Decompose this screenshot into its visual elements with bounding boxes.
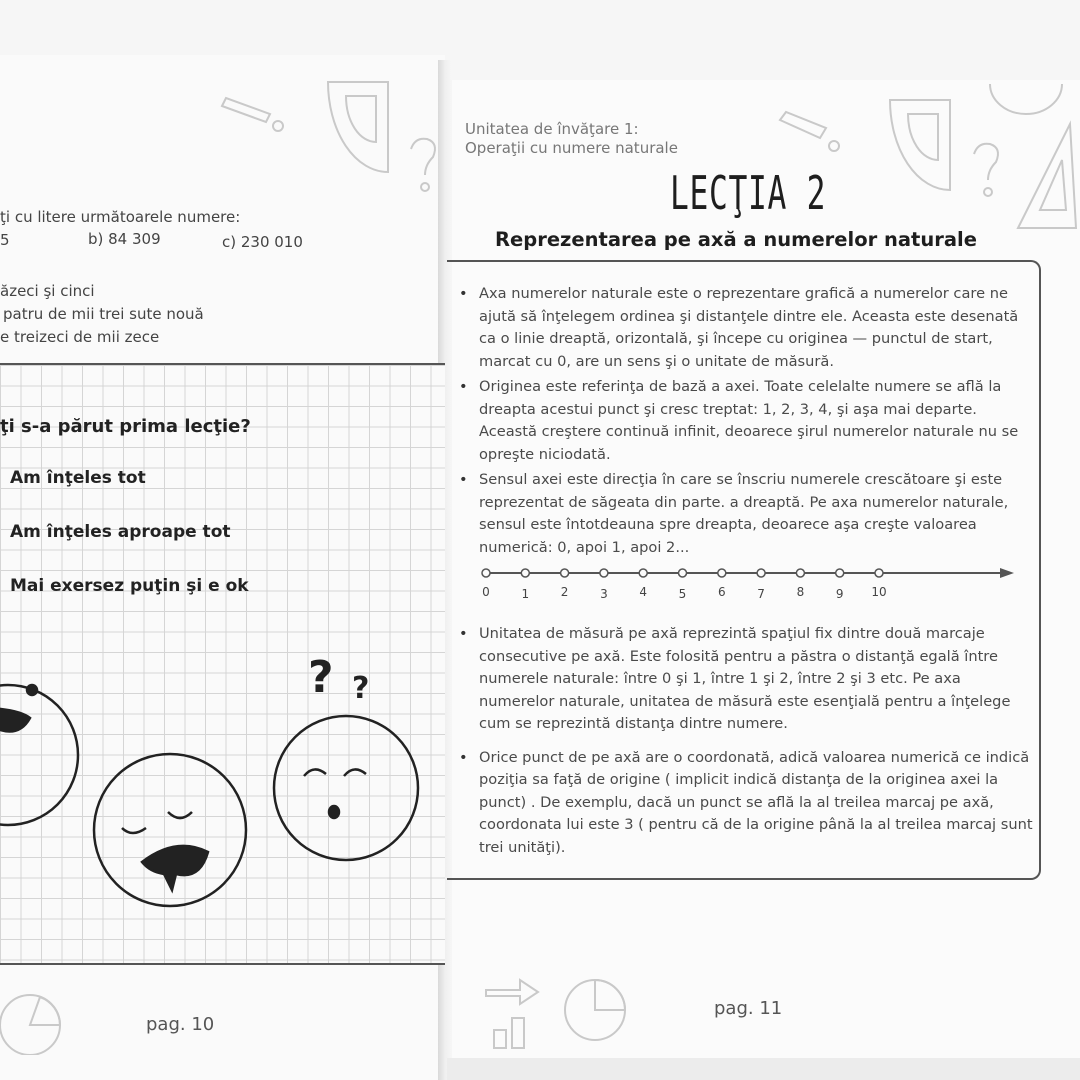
circle-doodle-icon [986, 80, 1066, 120]
svg-text:?: ? [308, 652, 334, 703]
sleepy-face-icon [94, 754, 246, 906]
exercise-line: patru de mii trei sute nouă [3, 305, 204, 323]
axis-tick-label: 7 [757, 587, 765, 601]
question-doodle-icon [405, 135, 441, 195]
exercise-number-c: c) 230 010 [222, 233, 303, 251]
axis-arrow-icon [1000, 568, 1014, 578]
exclamation-doodle-icon [776, 108, 846, 158]
bullet-item: • Sensul axei este direcţia în care se înscriu numerele crescătoare şi este reprezentat de săgeata din parte. a dreaptă. Pe axa numerelor naturale, sensul este întotdeauna spre dreapta, deoarece aşa creşte valoarea numerică: 0, apoi 1, apoi 2... [459, 469, 1033, 559]
axis-tick-label: 1 [521, 587, 530, 601]
exercise-line: e treizeci de mii zece [0, 328, 160, 346]
axis-tick-mark [521, 569, 529, 577]
axis-tick-mark [718, 569, 726, 577]
protractor-doodle-icon [318, 72, 398, 182]
bullet-item: • Originea este referinţa de bază a axei. Toate celelalte numere se află la dreapta acestui punct şi cresc treptat: 1, 2, 3, 4, şi aşa mai departe. Această creştere continuă infinit, deoarece şirul numerelor naturale nu se opreşte niciodată. [459, 376, 1033, 466]
happy-face-icon [0, 685, 78, 825]
axis-tick-label: 8 [796, 585, 805, 599]
svg-text:?: ? [352, 671, 370, 706]
page-edge [447, 1058, 1080, 1080]
exclamation-doodle-icon [218, 88, 288, 138]
axis-tick-mark [796, 569, 804, 577]
axis-tick-label: 2 [560, 585, 569, 599]
axis-tick-mark [561, 569, 569, 577]
axis-tick-mark [757, 569, 765, 577]
axis-tick-mark [836, 569, 844, 577]
axis-tick-mark [482, 569, 490, 577]
exercise-number-a: 5 [0, 231, 10, 249]
axis-tick-label: 3 [600, 587, 608, 601]
unit-subheading: Operaţii cu numere naturale [465, 139, 678, 157]
axis-tick-mark [600, 569, 608, 577]
lesson-title: LECŢIA 2 [670, 166, 827, 220]
feedback-question: ţi s-a părut prima lecţie? [0, 416, 251, 437]
exercise-intro: ţi cu litere următoarele numere: [0, 208, 241, 226]
axis-tick-label: 9 [835, 587, 844, 601]
bullet-item: • Unitatea de măsură pe axă reprezintă spaţiul fix dintre două marcaje consecutive pe axă. Este folosită pentru a păstra o distanţă egală între numerele naturale: între 0 şi 1, între 1 şi 2, între 2 şi 3 etc. Pe axa numerelor naturale, unitatea de măsură este esenţială pentru a înţelege cum se reprezintă distanţa dintre numere. [459, 623, 1033, 736]
face-doodles [0, 640, 445, 940]
arrow-doodle-icon [482, 968, 542, 1008]
page-number-right: pag. 11 [714, 998, 783, 1019]
axis-tick-mark [679, 569, 687, 577]
lesson-subtitle: Reprezentarea pe axă a numerelor naturale [495, 228, 977, 251]
axis-tick-label: 10 [871, 585, 887, 599]
protractor-doodle-icon [880, 90, 960, 200]
question-doodle-icon [968, 140, 1004, 200]
bullet-item: • Axa numerelor naturale este o reprezentare grafică a numerelor care ne ajută să înţelegem ordinea şi distanţele dintre ele. Aceasta este desenată ca o linie dreaptă, orizontală, şi începe cu originea — punctul de start, marcat cu 0, are un sens şi o unitate de măsură. [459, 283, 1033, 373]
exercise-line: ăzeci şi cinci [0, 282, 95, 300]
axis-tick-label: 0 [482, 585, 490, 599]
feedback-option[interactable]: Mai exersez puţin şi e ok [10, 576, 249, 596]
feedback-option[interactable]: Am înţeles aproape tot [10, 522, 231, 542]
axis-tick-label: 5 [678, 587, 687, 601]
number-axis [470, 560, 1030, 604]
exercise-number-b: b) 84 309 [88, 230, 161, 248]
confused-face-icon [274, 652, 418, 860]
pie-chart-doodle-icon [0, 985, 80, 1055]
axis-tick-mark [875, 569, 883, 577]
axis-tick-label: 4 [639, 585, 648, 599]
feedback-option[interactable]: Am înţeles tot [10, 468, 146, 488]
pie-chart-doodle-icon [560, 975, 630, 1045]
axis-tick-mark [639, 569, 647, 577]
ruler-doodle-icon [1010, 120, 1080, 235]
bullet-item: • Orice punct de pe axă are o coordonată, adică valoarea numerică ce indică poziţia sa faţă de origine ( implicit indică distanţa de la originea axei la punct) . De exemplu, dacă un punct se află la al treilea marcaj pe axă, coordonata lui este 3 ( pentru că de la origine până la al treilea marcaj sunt trei unităţi). [459, 747, 1033, 860]
bar-doodle-icon [490, 1010, 550, 1050]
page-number-left: pag. 10 [146, 1014, 215, 1035]
axis-tick-label: 6 [717, 585, 726, 599]
unit-heading: Unitatea de învăţare 1: [465, 120, 639, 138]
